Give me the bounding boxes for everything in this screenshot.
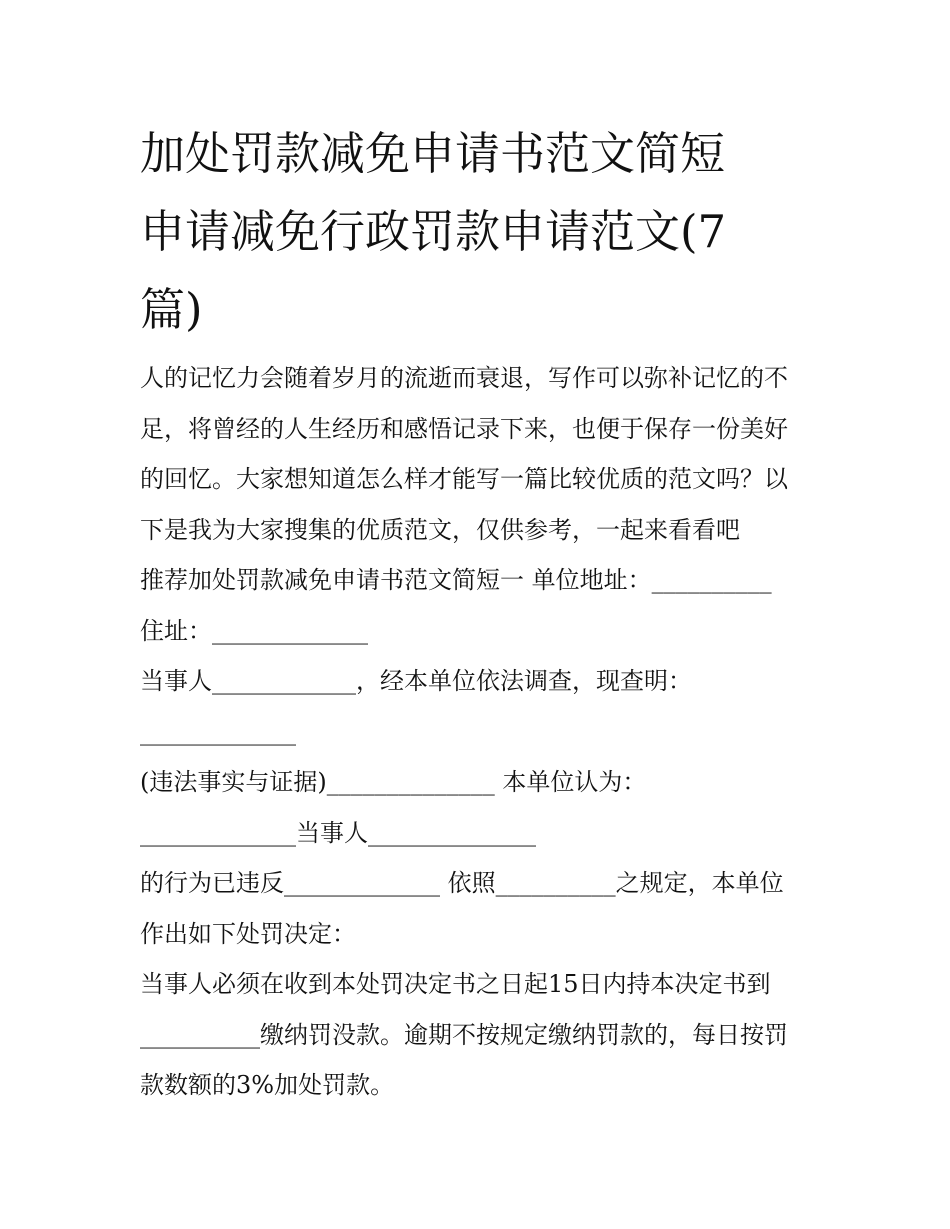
title-line-3: 篇) [140, 283, 203, 336]
body-line-13: 当事人必须在收到本处罚决定书之日起15日内持本决定书到 [140, 970, 771, 998]
body-line-8: _____________ [140, 717, 296, 746]
body-line-9: (违法事实与证据)______________ 本单位认为： [140, 768, 647, 796]
document-body [140, 353, 820, 1111]
body-line-5: 推荐加处罚款减免申请书范文简短一 单位地址：__________ [140, 566, 772, 594]
body-line-6: 住址：_____________ [140, 616, 368, 645]
body-line-14: __________缴纳罚没款。逾期不按规定缴纳罚款的，每日按罚 [140, 1020, 788, 1049]
body-line-12: 作出如下处罚决定： [140, 919, 356, 948]
body-line-7: 当事人____________，经本单位依法调查，现查明： [140, 667, 692, 695]
title-line-2: 申请减免行政罚款申请范文(7 [140, 205, 727, 258]
body-line-10: _____________当事人______________ [140, 818, 536, 847]
title-line-1: 加处罚款减免申请书范文简短 [140, 127, 726, 180]
document-title [140, 115, 820, 349]
body-line-11: 的行为已违反_____________ 依照__________之规定，本单位 [140, 869, 784, 897]
body-line-3: 的回忆。大家想知道怎么样才能写一篇比较优质的范文吗？以 [140, 465, 788, 493]
body-line-15: 款数额的3%加处罚款。 [140, 1071, 395, 1099]
body-line-2: 足，将曾经的人生经历和感悟记录下来，也便于保存一份美好 [140, 414, 788, 443]
body-line-1: 人的记忆力会随着岁月的流逝而衰退，写作可以弥补记忆的不 [140, 364, 788, 392]
body-line-4: 下是我为大家搜集的优质范文，仅供参考，一起来看看吧 [140, 515, 740, 544]
